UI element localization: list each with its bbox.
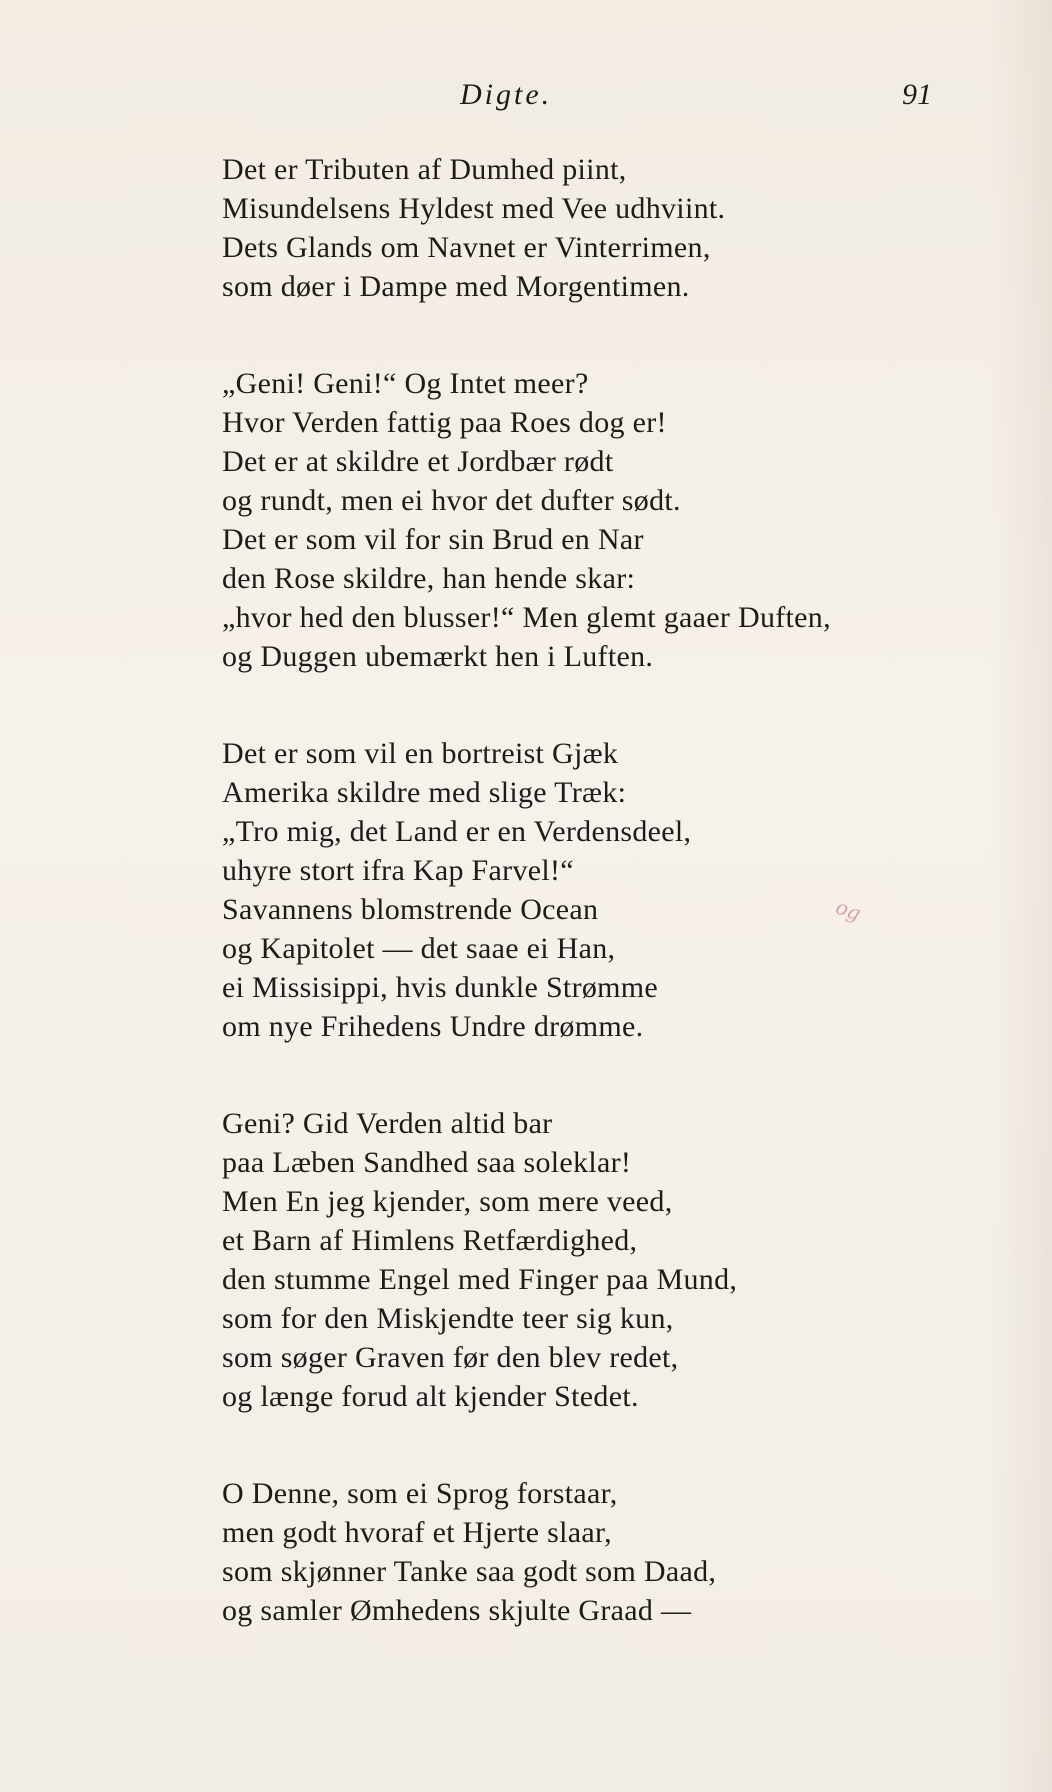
verse-line: som søger Graven før den blev redet, [222, 1341, 679, 1374]
verse-line: den stumme Engel med Finger paa Mund, [222, 1263, 738, 1296]
verse-line: et Barn af Himlens Retfærdighed, [222, 1224, 638, 1257]
verse-line: O Denne, som ei Sprog forstaar, [222, 1477, 618, 1510]
stanza-1 [222, 150, 862, 306]
verse-line: som døer i Dampe med Morgentimen. [222, 270, 690, 303]
verse-line: Misundelsens Hyldest med Vee udhviint. [222, 192, 726, 225]
verse-line: Det er som vil for sin Brud en Nar [222, 523, 644, 556]
stanza-2 [222, 364, 862, 676]
verse-line: Det er at skildre et Jordbær rødt [222, 445, 614, 478]
verse-line: „Tro mig, det Land er en Verdensdeel, [222, 815, 692, 848]
verse-line: Geni? Gid Verden altid bar [222, 1107, 553, 1140]
verse-line: om nye Frihedens Undre drømme. [222, 1010, 644, 1043]
page-number: 91 [902, 78, 932, 111]
verse-line: som for den Miskjendte teer sig kun, [222, 1302, 674, 1335]
stanza-3 [222, 734, 862, 1046]
verse-line: og længe forud alt kjender Stedet. [222, 1380, 639, 1413]
stanza-5 [222, 1474, 862, 1630]
verse-line: Men En jeg kjender, som mere veed, [222, 1185, 673, 1218]
verse-line: Det er som vil en bortreist Gjæk [222, 737, 619, 770]
stanza-4 [222, 1104, 862, 1416]
verse-line: som skjønner Tanke saa godt som Daad, [222, 1555, 717, 1588]
verse-line: paa Læben Sandhed saa soleklar! [222, 1146, 632, 1179]
verse-line: uhyre stort ifra Kap Farvel!“ [222, 854, 574, 887]
verse-line: og rundt, men ei hvor det dufter sødt. [222, 484, 681, 517]
verse-line: Hvor Verden fattig paa Roes dog er! [222, 406, 667, 439]
verse-line: men godt hvoraf et Hjerte slaar, [222, 1516, 612, 1549]
verse-line: ei Missisippi, hvis dunkle Strømme [222, 971, 659, 1004]
verse-line: og Duggen ubemærkt hen i Luften. [222, 640, 654, 673]
verse-line: Amerika skildre med slige Træk: [222, 776, 627, 809]
verse-line: og samler Ømhedens skjulte Graad — [222, 1594, 692, 1627]
verse-line: Dets Glands om Navnet er Vinterrimen, [222, 231, 711, 264]
verse-line: den Rose skildre, han hende skar: [222, 562, 636, 595]
verse-line: „hvor hed den blusser!“ Men glemt gaaer Duften, [222, 601, 831, 634]
verse-line: Det er Tributen af Dumhed piint, [222, 153, 627, 186]
verse-line: Savannens blomstrende Ocean [222, 893, 599, 926]
poem-body [222, 150, 862, 1688]
running-title: Digte. [460, 78, 553, 111]
verse-line: „Geni! Geni!“ Og Intet meer? [222, 367, 589, 400]
pencil-annotation: og [832, 894, 865, 926]
verse-line: og Kapitolet — det saae ei Han, [222, 932, 616, 965]
page-header [0, 78, 1052, 118]
